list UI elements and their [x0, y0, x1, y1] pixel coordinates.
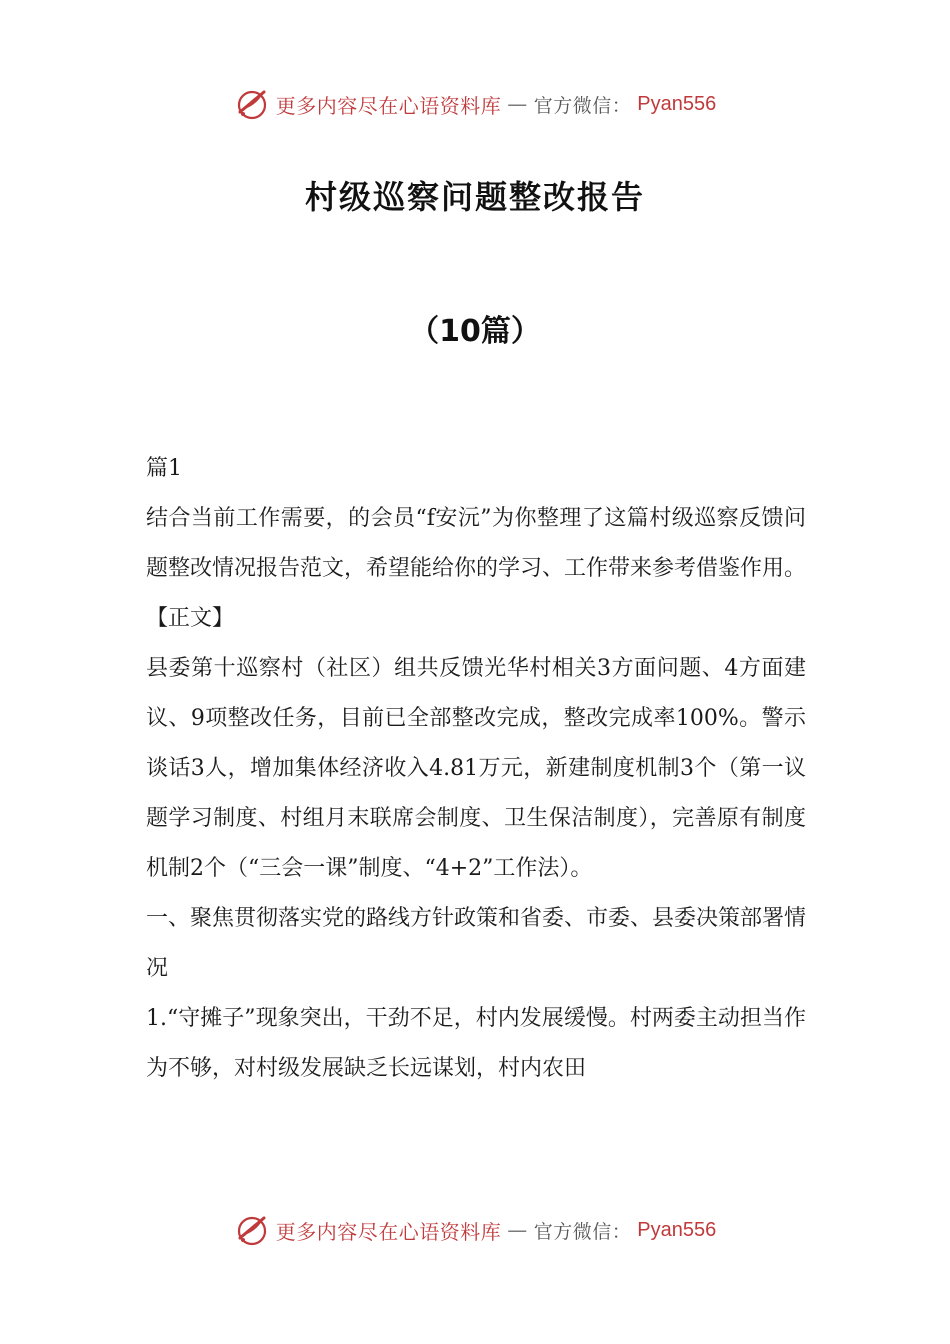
- quill-pen-circle-icon: [234, 86, 270, 122]
- body-heading: 【正文】: [146, 606, 235, 631]
- intro-paragraph: 结合当前工作需要，的会员“f安沅”为你整理了这篇村级巡察反馈问题整改情况报告范文，希望能给你的学习、工作带来参考借鉴作用。: [146, 506, 807, 581]
- summary-paragraph: 县委第十巡察村（社区）组共反馈光华村相关3方面问题、4方面建议、9项整改任务，目前已全部整改完成，整改完成率100%。警示谈话3人，增加集体经济收入4.81万元，新建制度机制3个（第一议题学习制度、村组月末联席会制度、卫生保洁制度），完善原有制度机制2个（“三会一课”制度、“4+2”工作法）。: [146, 656, 806, 881]
- banner-dash: —: [507, 92, 528, 116]
- banner-wechat-label: 官方微信：: [533, 1220, 632, 1243]
- banner-text: 更多内容尽在心语资料库: [275, 1219, 502, 1244]
- document-title: 村级巡察问题整改报告: [304, 178, 645, 216]
- banner-wechat-id: Pyan556: [637, 1218, 717, 1241]
- header-banner: [0, 82, 950, 126]
- document-body: [146, 444, 806, 1094]
- banner-wechat-id: Pyan556: [637, 92, 717, 115]
- banner-dash: —: [507, 1218, 528, 1242]
- document-subtitle: （10篇）: [409, 314, 541, 349]
- banner-wechat-label: 官方微信：: [533, 94, 632, 117]
- quill-pen-circle-icon: [234, 1212, 270, 1248]
- section-heading: 一、聚焦贯彻落实党的路线方针政策和省委、市委、县委决策部署情况: [146, 906, 807, 981]
- item-paragraph: 1.“守摊子”现象突出，干劲不足，村内发展缓慢。村两委主动担当作为不够，对村级发展缺乏长远谋划，村内农田: [146, 1006, 806, 1081]
- banner-text: 更多内容尽在心语资料库: [275, 93, 502, 118]
- footer-banner: [0, 1208, 950, 1252]
- section-label: 篇1: [146, 456, 182, 481]
